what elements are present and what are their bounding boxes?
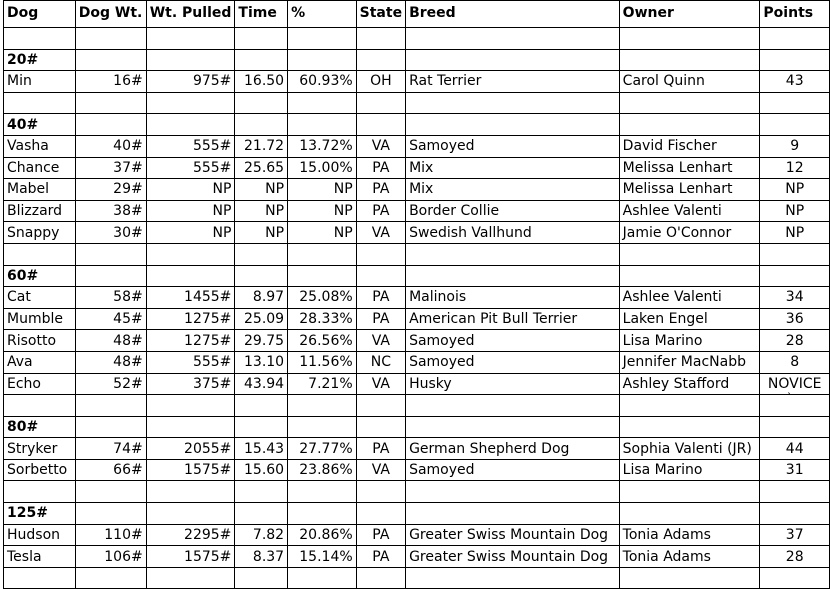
dog-name-cell: Sorbetto [4,459,76,481]
dog-name-cell: Min [4,71,76,93]
state-cell: PA [356,524,405,546]
weight-pulled-cell: 1275# [146,308,235,330]
breed-cell: Malinois [406,287,620,309]
table-row [4,459,830,481]
empty-cell [288,416,357,438]
time-cell: 25.65 [235,157,288,179]
points-cell: 36 [760,308,830,330]
weight-pulled-cell: NP [146,222,235,244]
weight-class-label: 40# [4,114,76,136]
percent-cell: 11.56% [288,351,357,373]
spacer-row [4,92,830,114]
table-row [4,157,830,179]
owner-cell: Lisa Marino [619,459,760,481]
table-row [4,71,830,93]
table-row [4,438,830,460]
empty-cell [235,28,288,50]
empty-cell [75,416,146,438]
state-cell: PA [356,308,405,330]
time-cell: NP [235,222,288,244]
empty-cell [146,114,235,136]
state-cell: PA [356,179,405,201]
dog-name-cell: Stryker [4,438,76,460]
dog-weight-cell: 48# [75,351,146,373]
time-cell: 16.50 [235,71,288,93]
weight-pulled-cell: 375# [146,373,235,395]
breed-cell: Greater Swiss Mountain Dog [406,524,620,546]
header-dog: Dog [4,1,76,28]
empty-cell [356,416,405,438]
empty-cell [146,481,235,503]
points-cell: NP [760,222,830,244]
time-cell: 15.43 [235,438,288,460]
state-cell: VA [356,222,405,244]
empty-cell [406,503,620,525]
group-row [4,114,830,136]
state-cell: PA [356,546,405,568]
points-cell: 28 [760,330,830,352]
empty-cell [146,503,235,525]
time-cell: 25.09 [235,308,288,330]
group-row [4,265,830,287]
dog-name-cell: Cat [4,287,76,309]
dog-weight-cell: 52# [75,373,146,395]
owner-cell: Jamie O'Connor [619,222,760,244]
breed-cell: Swedish Vallhund [406,222,620,244]
header-row [4,1,830,28]
empty-cell [235,265,288,287]
empty-cell [356,265,405,287]
percent-cell: 13.72% [288,135,357,157]
time-cell: NP [235,200,288,222]
empty-cell [760,481,830,503]
empty-cell [75,265,146,287]
empty-cell [235,503,288,525]
empty-cell [619,265,760,287]
empty-cell [75,92,146,114]
time-cell: 43.94 [235,373,288,395]
empty-cell [146,243,235,265]
header-breed: Breed [406,1,620,28]
state-cell: VA [356,373,405,395]
empty-cell [619,28,760,50]
weight-pulled-cell: 555# [146,351,235,373]
state-cell: PA [356,200,405,222]
points-cell: NP [760,200,830,222]
dog-weight-cell: 48# [75,330,146,352]
dog-weight-cell: 45# [75,308,146,330]
dog-name-cell: Blizzard [4,200,76,222]
dog-name-cell: Mabel [4,179,76,201]
empty-cell [760,265,830,287]
empty-cell [235,395,288,417]
percent-cell: 20.86% [288,524,357,546]
time-cell: 7.82 [235,524,288,546]
empty-cell [4,243,76,265]
table-row [4,524,830,546]
table-row [4,546,830,568]
breed-cell: Husky [406,373,620,395]
header-owner: Owner [619,1,760,28]
empty-cell [406,49,620,71]
owner-cell: Lisa Marino [619,330,760,352]
breed-cell: German Shepherd Dog [406,438,620,460]
empty-cell [75,49,146,71]
empty-cell [75,481,146,503]
empty-cell [619,481,760,503]
empty-cell [406,28,620,50]
empty-cell [356,49,405,71]
header-state: State [356,1,405,28]
empty-cell [146,92,235,114]
header-points: Points [760,1,830,28]
points-cell: 44 [760,438,830,460]
points-cell: 9 [760,135,830,157]
empty-cell [235,416,288,438]
dog-weight-cell: 40# [75,135,146,157]
breed-cell: Rat Terrier [406,71,620,93]
weight-pulled-cell: 2295# [146,524,235,546]
empty-cell [760,503,830,525]
owner-cell: Carol Quinn [619,71,760,93]
dog-name-cell: Mumble [4,308,76,330]
header-time: Time [235,1,288,28]
spacer-row [4,28,830,50]
points-cell: 37 [760,524,830,546]
group-row [4,49,830,71]
dog-name-cell: Echo [4,373,76,395]
table-row [4,200,830,222]
time-cell: 8.37 [235,546,288,568]
time-cell: 29.75 [235,330,288,352]
dog-weight-cell: 30# [75,222,146,244]
percent-cell: 23.86% [288,459,357,481]
spacer-row [4,395,830,417]
owner-cell: Melissa Lenhart [619,179,760,201]
empty-cell [619,243,760,265]
time-cell: 21.72 [235,135,288,157]
table-row [4,179,830,201]
points-cell: 12 [760,157,830,179]
percent-cell: 60.93% [288,71,357,93]
table-row [4,308,830,330]
spacer-row [4,481,830,503]
empty-cell [4,395,76,417]
empty-cell [288,49,357,71]
dog-weight-cell: 29# [75,179,146,201]
state-cell: PA [356,438,405,460]
owner-cell: David Fischer [619,135,760,157]
empty-cell [146,49,235,71]
empty-cell [760,28,830,50]
dog-name-cell: Vasha [4,135,76,157]
empty-cell [760,49,830,71]
empty-cell [75,28,146,50]
points-cell: 28 [760,546,830,568]
empty-cell [4,28,76,50]
percent-cell: 15.00% [288,157,357,179]
spacer-row [4,243,830,265]
state-cell: NC [356,351,405,373]
empty-cell [406,265,620,287]
empty-cell [75,114,146,136]
empty-cell [235,114,288,136]
results-table [3,0,830,589]
owner-cell: Ashlee Valenti [619,287,760,309]
points-cell: 34 [760,287,830,309]
points-cell: 43 [760,71,830,93]
table-row [4,222,830,244]
header-percent: % [288,1,357,28]
owner-cell: Sophia Valenti (JR) [619,438,760,460]
table-body [4,1,830,589]
dog-name-cell: Hudson [4,524,76,546]
points-cell: NOVICE [760,373,830,395]
empty-cell [760,243,830,265]
empty-cell [288,28,357,50]
empty-cell [356,503,405,525]
dog-weight-cell: 16# [75,71,146,93]
empty-cell [235,243,288,265]
empty-cell [619,503,760,525]
weight-class-label: 20# [4,49,76,71]
owner-cell: Tonia Adams [619,546,760,568]
group-row [4,416,830,438]
time-cell: 13.10 [235,351,288,373]
owner-cell: Ashley Stafford [619,373,760,395]
empty-cell [288,92,357,114]
weight-pulled-cell: 1455# [146,287,235,309]
time-cell: 15.60 [235,459,288,481]
empty-cell [4,481,76,503]
owner-cell: Ashlee Valenti [619,200,760,222]
empty-cell [619,416,760,438]
breed-cell: Samoyed [406,135,620,157]
empty-cell [356,395,405,417]
weight-pulled-cell: 975# [146,71,235,93]
percent-cell: NP [288,222,357,244]
percent-cell: 15.14% [288,546,357,568]
empty-cell [288,114,357,136]
stray-mark: ` [787,391,793,404]
table-row [4,135,830,157]
state-cell: OH [356,71,405,93]
breed-cell: Mix [406,157,620,179]
empty-cell [146,265,235,287]
breed-cell: Greater Swiss Mountain Dog [406,546,620,568]
dog-weight-cell: 37# [75,157,146,179]
dog-weight-cell: 58# [75,287,146,309]
dog-weight-cell: 66# [75,459,146,481]
empty-cell [235,92,288,114]
breed-cell: American Pit Bull Terrier [406,308,620,330]
weight-pulled-cell: 1575# [146,459,235,481]
empty-cell [406,243,620,265]
empty-cell [235,49,288,71]
owner-cell: Laken Engel [619,308,760,330]
dog-name-cell: Ava [4,351,76,373]
state-cell: PA [356,157,405,179]
state-cell: PA [356,287,405,309]
owner-cell: Melissa Lenhart [619,157,760,179]
empty-cell [356,92,405,114]
empty-cell [406,416,620,438]
percent-cell: 27.77% [288,438,357,460]
empty-cell [760,395,830,417]
table-row [4,330,830,352]
empty-cell [356,481,405,503]
empty-cell [406,114,620,136]
empty-cell [146,28,235,50]
weight-pulled-cell: 1575# [146,546,235,568]
dog-name-cell: Tesla [4,546,76,568]
points-cell: 8 [760,351,830,373]
percent-cell: NP [288,200,357,222]
breed-cell: Samoyed [406,351,620,373]
breed-cell: Mix [406,179,620,201]
dog-weight-cell: 38# [75,200,146,222]
weight-pulled-cell: 555# [146,157,235,179]
percent-cell: 7.21% [288,373,357,395]
empty-cell [760,416,830,438]
weight-pulled-cell: NP [146,179,235,201]
empty-cell [75,395,146,417]
header-dog-weight: Dog Wt. [75,1,146,28]
table-row [4,287,830,309]
points-cell: NP [760,179,830,201]
state-cell: VA [356,135,405,157]
dog-name-cell: Chance [4,157,76,179]
dog-weight-cell: 106# [75,546,146,568]
empty-cell [619,49,760,71]
empty-cell [619,395,760,417]
empty-cell [235,481,288,503]
breed-cell: Border Collie [406,200,620,222]
group-row [4,503,830,525]
empty-cell [146,395,235,417]
dog-name-cell: Snappy [4,222,76,244]
empty-cell [288,481,357,503]
weight-pulled-cell: NP [146,200,235,222]
empty-cell [4,92,76,114]
empty-cell [75,503,146,525]
weight-pulled-cell: 555# [146,135,235,157]
time-cell: 8.97 [235,287,288,309]
percent-cell: 25.08% [288,287,357,309]
empty-cell [75,243,146,265]
weight-pulled-cell: 1275# [146,330,235,352]
empty-cell [288,395,357,417]
weight-class-label: 60# [4,265,76,287]
weight-class-label: 125# [4,503,76,525]
percent-cell: 28.33% [288,308,357,330]
percent-cell: 26.56% [288,330,357,352]
empty-cell [406,481,620,503]
empty-cell [760,92,830,114]
table-row [4,351,830,373]
breed-cell: Samoyed [406,330,620,352]
dog-name-cell: Risotto [4,330,76,352]
empty-cell [288,265,357,287]
empty-cell [760,114,830,136]
empty-cell [288,243,357,265]
empty-cell [288,503,357,525]
header-weight-pulled: Wt. Pulled [146,1,235,28]
points-cell: 31 [760,459,830,481]
dog-weight-cell: 110# [75,524,146,546]
empty-cell [356,114,405,136]
breed-cell: Samoyed [406,459,620,481]
empty-cell [619,114,760,136]
owner-cell: Tonia Adams [619,524,760,546]
percent-cell: NP [288,179,357,201]
empty-cell [356,243,405,265]
state-cell: VA [356,330,405,352]
owner-cell: Jennifer MacNabb [619,351,760,373]
dog-weight-cell: 74# [75,438,146,460]
weight-pulled-cell: 2055# [146,438,235,460]
empty-cell [406,92,620,114]
table-row [4,373,830,395]
empty-cell [146,416,235,438]
empty-cell [406,395,620,417]
weight-class-label: 80# [4,416,76,438]
empty-cell [619,92,760,114]
time-cell: NP [235,179,288,201]
empty-cell [356,28,405,50]
state-cell: VA [356,459,405,481]
